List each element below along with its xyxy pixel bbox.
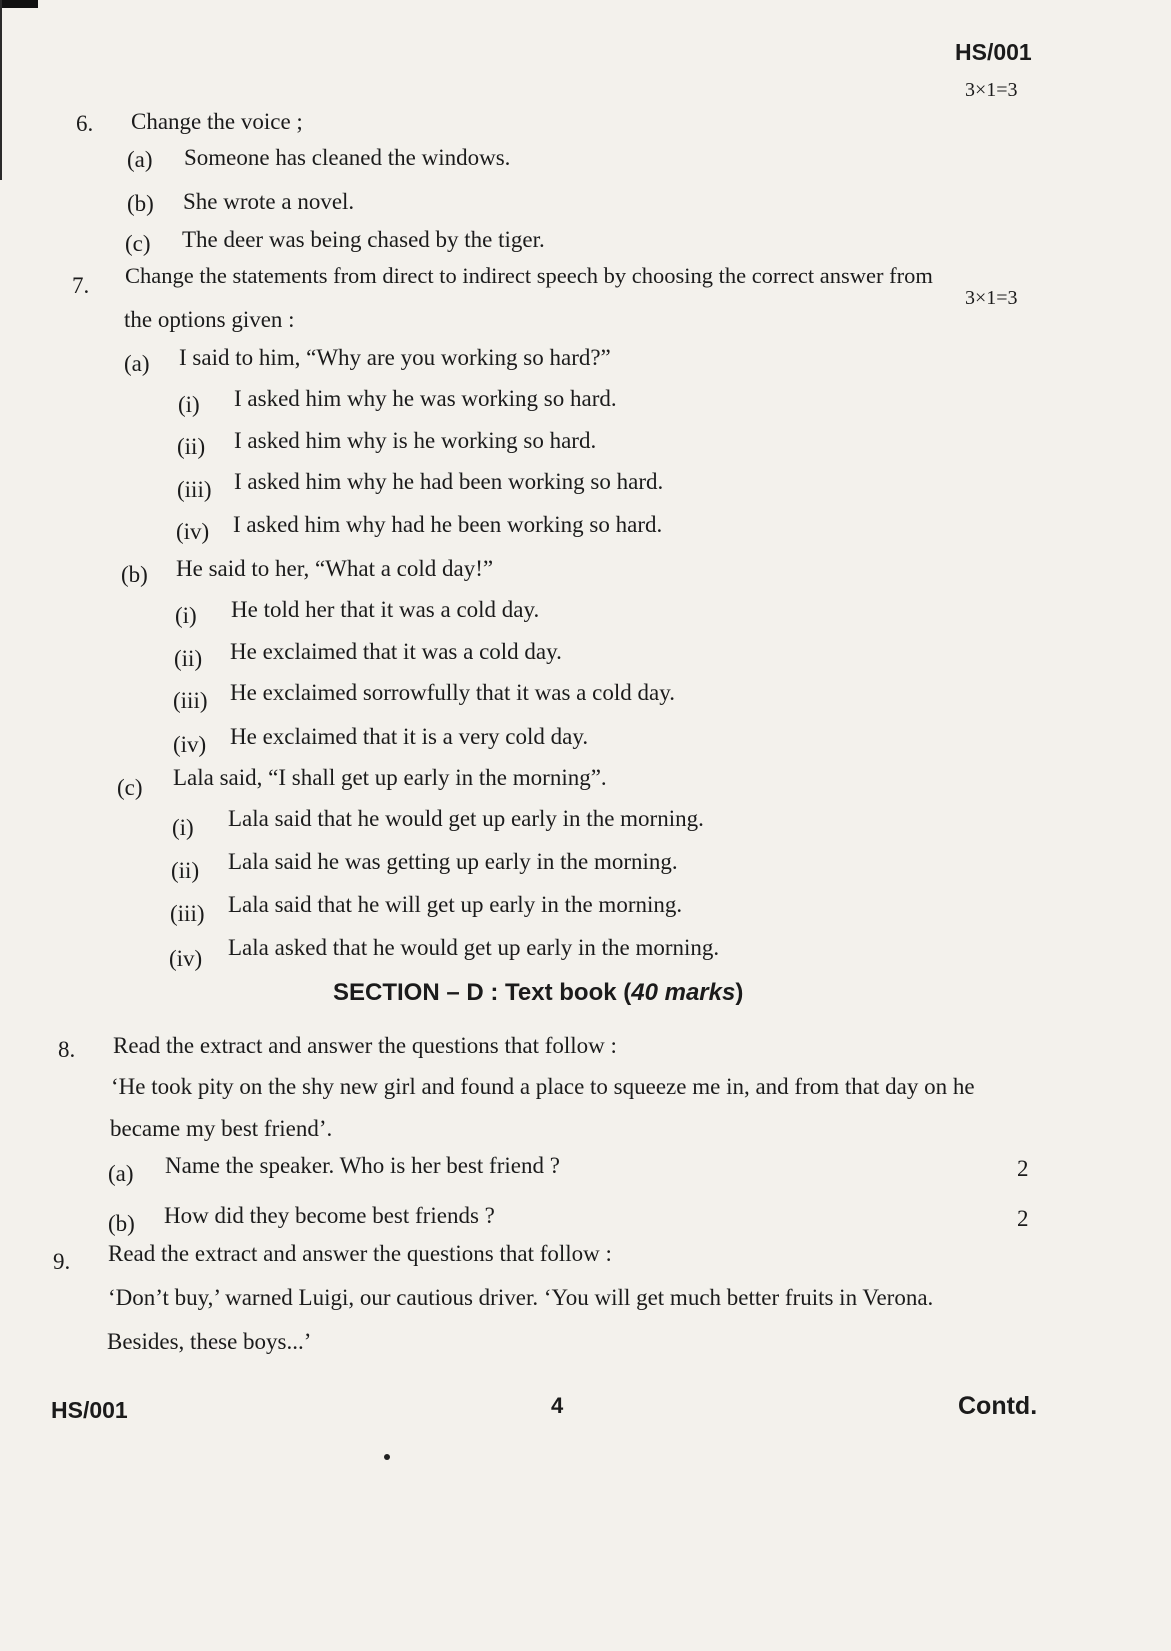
page-edge-line	[0, 0, 2, 180]
q6-item-text: Someone has cleaned the windows.	[184, 145, 511, 170]
q9-number: 9.	[53, 1249, 71, 1274]
q6-item-text: The deer was being chased by the tiger.	[182, 227, 545, 252]
option-text: Lala asked that he would get up early in the morning.	[228, 935, 720, 960]
q8-extract-line1: ‘He took pity on the shy new girl and found a place to squeeze me in, and from that day on he	[111, 1074, 975, 1099]
q6-item-label: (a)	[127, 147, 153, 172]
option-label: (i)	[175, 603, 197, 628]
option-label: (iii)	[177, 477, 212, 502]
q9-extract-line2: Besides, these boys...’	[107, 1329, 312, 1354]
q7-part-label: (a)	[124, 351, 150, 376]
section-d-title-main: SECTION – D : Text book (	[333, 979, 632, 1006]
option-text: He exclaimed that it is a very cold day.	[230, 724, 589, 749]
q6-number: 6.	[76, 111, 94, 136]
option-label: (ii)	[177, 434, 206, 459]
q7-marks: 3×1=3	[965, 287, 1018, 309]
page-number: 4	[551, 1393, 564, 1418]
q8-item-marks: 2	[1017, 1206, 1029, 1231]
ink-speck	[384, 1454, 390, 1460]
option-text: He exclaimed that it was a cold day.	[230, 639, 562, 664]
q7-part-text: Lala said, “I shall get up early in the morning”.	[173, 765, 607, 790]
q8-item-text: How did they become best friends ?	[164, 1203, 495, 1228]
footer-contd: Contd.	[958, 1392, 1038, 1420]
section-d-title-end: )	[735, 979, 744, 1006]
option-text: He exclaimed sorrowfully that it was a cold day.	[230, 680, 675, 705]
q7-part-text: He said to her, “What a cold day!”	[176, 556, 494, 581]
option-text: Lala said he was getting up early in the morning.	[228, 849, 678, 874]
q8-item-text: Name the speaker. Who is her best friend ?	[165, 1153, 560, 1178]
q6-marks: 3×1=3	[965, 79, 1018, 101]
q9-extract-line1: ‘Don’t buy,’ warned Luigi, our cautious driver. ‘You will get much better fruits in Verona.	[108, 1285, 934, 1310]
option-label: (ii)	[174, 646, 203, 671]
option-label: (iv)	[176, 519, 210, 544]
q6-title: Change the voice ;	[131, 109, 303, 134]
section-d-marks: 40 marks	[631, 979, 736, 1006]
q6-item-label: (b)	[127, 191, 154, 216]
footer-code: HS/001	[51, 1397, 128, 1423]
section-d-title	[333, 979, 743, 1007]
q8-title: Read the extract and answer the questions that follow :	[113, 1033, 617, 1058]
q7-title-line1: Change the statements from direct to indirect speech by choosing the correct answer from	[125, 263, 933, 288]
option-text: I asked him why is he working so hard.	[234, 428, 597, 453]
q7-part-label: (c)	[117, 775, 143, 800]
option-label: (i)	[172, 815, 194, 840]
header-code: HS/001	[955, 39, 1032, 65]
q6-item-text: She wrote a novel.	[183, 189, 355, 214]
option-text: Lala said that he would get up early in the morning.	[228, 806, 704, 831]
q8-number: 8.	[58, 1037, 76, 1062]
q6-item-label: (c)	[125, 231, 151, 256]
option-text: Lala said that he will get up early in the morning.	[228, 892, 683, 917]
corner-mark	[0, 0, 38, 8]
option-label: (iv)	[173, 732, 207, 757]
option-label: (iv)	[169, 946, 203, 971]
option-text: I asked him why he had been working so hard.	[234, 469, 664, 494]
q7-number: 7.	[72, 273, 90, 298]
q8-item-label: (b)	[108, 1211, 135, 1236]
option-label: (iii)	[170, 901, 205, 926]
q9-title: Read the extract and answer the questions that follow :	[108, 1241, 612, 1266]
q7-title-line2: the options given :	[124, 307, 295, 332]
q8-item-marks: 2	[1017, 1156, 1029, 1181]
option-text: I asked him why had he been working so hard.	[233, 512, 663, 537]
option-text: I asked him why he was working so hard.	[234, 386, 617, 411]
q7-part-text: I said to him, “Why are you working so hard?”	[179, 345, 611, 370]
q7-part-label: (b)	[121, 562, 148, 587]
option-label: (ii)	[171, 858, 200, 883]
q8-extract-line2: became my best friend’.	[110, 1116, 333, 1141]
option-text: He told her that it was a cold day.	[231, 597, 540, 622]
option-label: (i)	[178, 392, 200, 417]
option-label: (iii)	[173, 688, 208, 713]
q8-item-label: (a)	[108, 1161, 134, 1186]
